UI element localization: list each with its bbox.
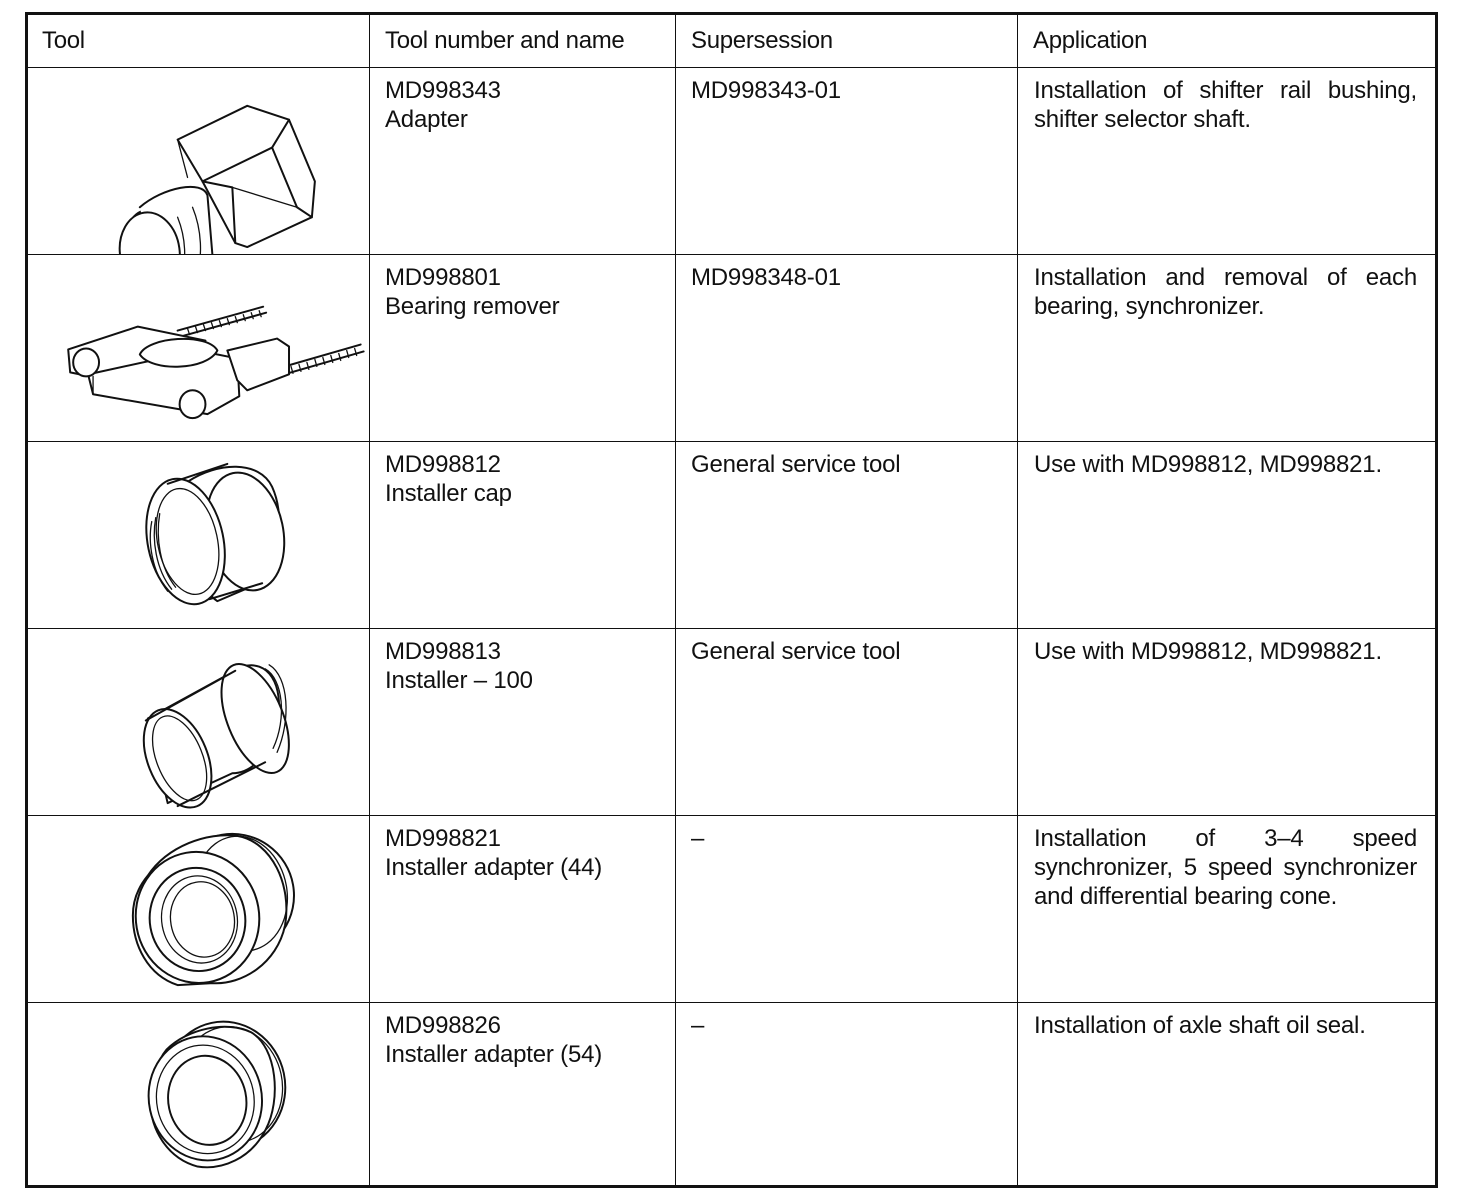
application-cell: Installation of axle shaft oil seal. bbox=[1018, 1003, 1436, 1186]
adapter-illustration bbox=[28, 68, 369, 254]
table-row bbox=[28, 68, 1436, 255]
table-row bbox=[28, 816, 1436, 1003]
table-row bbox=[28, 255, 1436, 442]
header-application: Application bbox=[1018, 15, 1436, 68]
tool-number: MD998826 bbox=[385, 1012, 501, 1039]
supersession-cell: – bbox=[676, 816, 1018, 1003]
tool-number-name-cell bbox=[370, 816, 676, 1003]
tool-number: MD998813 bbox=[385, 638, 501, 665]
tool-number-name-cell bbox=[370, 1003, 676, 1186]
tool-number-name-cell bbox=[370, 442, 676, 629]
tool-number: MD998821 bbox=[385, 825, 501, 852]
tool-name: Bearing remover bbox=[385, 293, 560, 320]
installer-adapter-54-illustration bbox=[28, 1003, 369, 1185]
tool-number: MD998343 bbox=[385, 77, 501, 104]
tool-number-name-cell bbox=[370, 255, 676, 442]
tool-image-cell bbox=[28, 442, 370, 629]
tool-number-name-cell bbox=[370, 629, 676, 816]
tool-name: Installer cap bbox=[385, 480, 512, 507]
table-row bbox=[28, 629, 1436, 816]
supersession-cell: MD998348-01 bbox=[676, 255, 1018, 442]
table-row bbox=[28, 1003, 1436, 1186]
tool-image-cell bbox=[28, 255, 370, 442]
installer-100-illustration bbox=[28, 629, 369, 815]
tool-image-cell bbox=[28, 68, 370, 255]
tool-image-cell bbox=[28, 1003, 370, 1186]
table-row bbox=[28, 442, 1436, 629]
table-header-row bbox=[28, 15, 1436, 68]
tool-name: Installer adapter (44) bbox=[385, 854, 603, 881]
tool-number: MD998812 bbox=[385, 451, 501, 478]
supersession-cell: General service tool bbox=[676, 442, 1018, 629]
application-cell: Installation of 3–4 speed synchronizer, 5 speed synchronizer and differential bearing cone. bbox=[1018, 816, 1436, 1003]
tool-name: Installer – 100 bbox=[385, 667, 533, 694]
installer-cap-illustration bbox=[28, 442, 369, 628]
tool-image-cell bbox=[28, 629, 370, 816]
bearing-remover-illustration bbox=[28, 255, 369, 441]
application-cell: Installation of shifter rail bushing, shifter selector shaft. bbox=[1018, 68, 1436, 255]
application-cell: Use with MD998812, MD998821. bbox=[1018, 442, 1436, 629]
tool-number-name-cell bbox=[370, 68, 676, 255]
installer-adapter-44-illustration bbox=[28, 816, 369, 1002]
supersession-cell: MD998343-01 bbox=[676, 68, 1018, 255]
tool-image-cell bbox=[28, 816, 370, 1003]
application-cell: Installation and removal of each bearing, synchronizer. bbox=[1018, 255, 1436, 442]
tool-name: Adapter bbox=[385, 106, 468, 133]
header-tool-number-and-name: Tool number and name bbox=[370, 15, 676, 68]
tool-name: Installer adapter (54) bbox=[385, 1041, 603, 1068]
application-cell: Use with MD998812, MD998821. bbox=[1018, 629, 1436, 816]
supersession-cell: – bbox=[676, 1003, 1018, 1186]
special-tools-table-frame bbox=[25, 12, 1438, 1188]
tool-number: MD998801 bbox=[385, 264, 501, 291]
special-tools-table bbox=[27, 14, 1436, 1186]
header-tool: Tool bbox=[28, 15, 370, 68]
supersession-cell: General service tool bbox=[676, 629, 1018, 816]
header-supersession: Supersession bbox=[676, 15, 1018, 68]
